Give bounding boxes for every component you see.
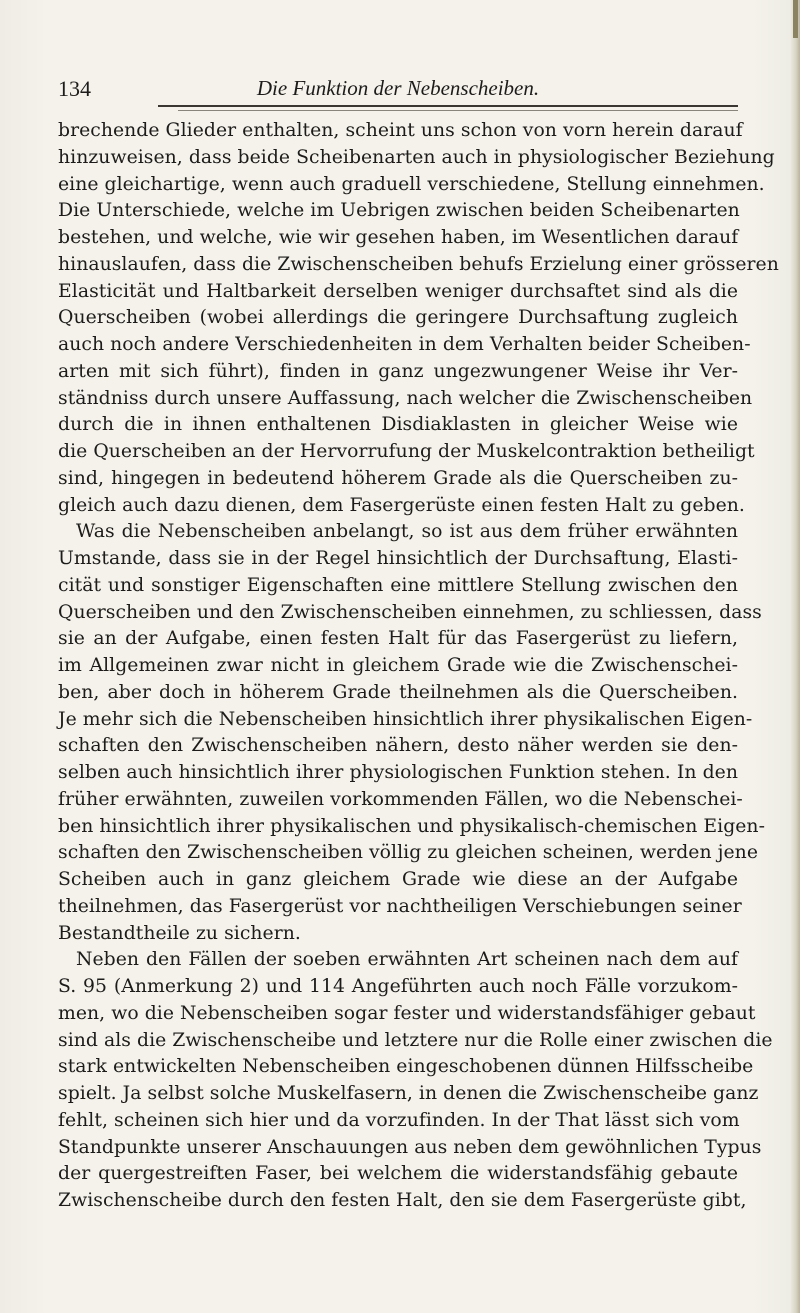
text-line: arten mit sich führt), finden in ganz ungezwungener Weise ihr Ver- [58,360,738,382]
text-line: bestehen, und welche, wie wir gesehen haben, im Wesentlichen darauf [58,227,739,248]
header-rule [158,105,738,107]
text-line: theilnehmen, das Fasergerüst vor nachtheiligen Verschiebungen seiner [58,895,742,917]
text-line: hinauslaufen, dass die Zwischenscheiben behufs Erzielung einer grösseren [58,253,779,275]
text-line: Umstande, dass sie in der Regel hinsichtlich der Durchsaftung, Elasti- [58,548,738,569]
text-line: S. 95 (Anmerkung 2) und 114 Angeführten auch noch Fälle vorzukom- [58,976,738,997]
text-line: durch die in ihnen enthaltenen Disdiaklasten in gleicher Weise wie [58,414,738,436]
text-line: früher erwähnten, zuweilen vorkommenden Fällen, wo die Nebenschei- [58,788,743,810]
text-line-paragraph-start: Was die Nebenscheiben anbelangt, so ist aus dem früher erwähnten [76,521,738,543]
text-line: auch noch andere Verschiedenheiten in dem Verhalten beider Scheiben- [58,334,751,355]
running-title: Die Funktion der Nebenscheiben. [256,76,540,100]
text-line: men, wo die Nebenscheiben sogar fester und widerstandsfähiger gebaut [58,1002,756,1024]
text-line: Querscheiben (wobei allerdings die geringere Durchsaftung zugleich [58,307,738,329]
text-line: fehlt, scheinen sich hier und da vorzufinden. In der That lässt sich vom [58,1109,740,1131]
text-line: eine gleichartige, wenn auch graduell verschiedene, Stellung einnehmen. [58,173,765,195]
text-line-paragraph-start: Neben den Fällen der soeben erwähnten Art scheinen nach dem auf [76,949,738,971]
text-line: sie an der Aufgabe, einen festen Halt für das Fasergerüst zu liefern, [58,628,738,650]
text-line: Standpunkte unserer Anschauungen aus neben dem gewöhnlichen Typus [58,1136,762,1158]
edge-mark [793,0,798,38]
text-line: spielt. Ja selbst solche Muskelfasern, in denen die Zwischenscheibe ganz [58,1083,759,1104]
page-edge-shadow [790,0,800,1313]
text-line: schaften den Zwischenscheiben nähern, desto näher werden sie den- [58,735,738,757]
text-line: brechende Glieder enthalten, scheint uns schon von vorn herein darauf [58,120,743,141]
text-line: Querscheiben und den Zwischenscheiben einnehmen, zu schliessen, dass [58,601,762,623]
page-header [58,72,738,112]
text-line: gleich auch dazu dienen, dem Fasergerüste einen festen Halt zu geben. [58,494,745,516]
text-line: selben auch hinsichtlich ihrer physiologischen Funktion stehen. In den [58,762,738,783]
text-line: ben, aber doch in höherem Grade theilnehmen als die Querscheiben. [58,681,738,703]
text-line: sind als die Zwischenscheibe und letztere nur die Rolle einer zwischen die [58,1029,773,1051]
text-line: der quergestreiften Faser, bei welchem die widerstandsfähig gebaute [58,1163,738,1185]
text-line: ständniss durch unsere Auffassung, nach welcher die Zwischenscheiben [58,387,753,409]
text-line: cität und sonstiger Eigenschaften eine mittlere Stellung zwischen den [58,574,738,596]
text-line: schaften den Zwischenscheiben völlig zu gleichen scheinen, werden jene [58,842,758,864]
text-line: Zwischenscheibe durch den festen Halt, den sie dem Fasergerüste gibt, [58,1190,747,1211]
text-line: sind, hingegen in bedeutend höherem Grade als die Querscheiben zu- [58,467,738,489]
text-line: Elasticität und Haltbarkeit derselben weniger durchsaftet sind als die [58,280,738,302]
text-line: ben hinsichtlich ihrer physikalischen und physikalisch-chemischen Eigen- [58,815,765,837]
text-line: Die Unterschiede, welche im Uebrigen zwischen beiden Scheibenarten [58,200,740,222]
text-line: Scheiben auch in ganz gleichem Grade wie diese an der Aufgabe [58,869,738,890]
header-rule-thin [178,110,738,111]
page-number: 134 [58,76,91,101]
text-line: die Querscheiben an der Hervorrufung der Muskelcontraktion betheiligt [58,441,755,462]
body-text [58,118,779,1215]
text-line: Je mehr sich die Nebenscheiben hinsichtlich ihrer physikalischen Eigen- [58,708,753,730]
text-line: hinzuweisen, dass beide Scheibenarten auch in physiologischer Beziehung [58,146,775,168]
text-line-paragraph-end: Bestandtheile zu sichern. [58,922,301,944]
text-line: stark entwickelten Nebenscheiben eingeschobenen dünnen Hilfsscheibe [58,1056,754,1078]
text-line: im Allgemeinen zwar nicht in gleichem Grade wie die Zwischenschei- [58,655,738,676]
